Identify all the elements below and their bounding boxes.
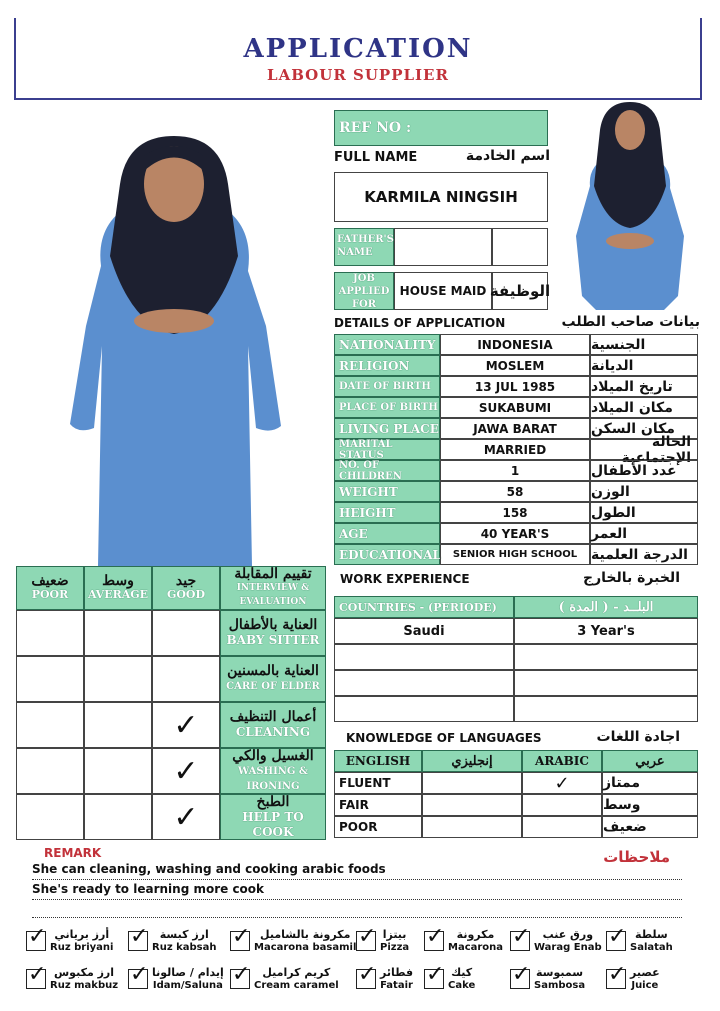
work-country: Saudi: [334, 618, 514, 644]
detail-label: NO. OF CHILDREN: [334, 460, 440, 481]
detail-label: RELIGION: [334, 355, 440, 376]
detail-value: MARRIED: [440, 439, 590, 460]
work-period: [514, 670, 698, 696]
detail-label: NATIONALITY: [334, 334, 440, 355]
menu-name-en: Cream caramel: [254, 980, 339, 991]
father-label-line2: NAME: [337, 247, 373, 258]
menu-name-en: Warag Enab: [534, 942, 602, 953]
menu-item: [128, 924, 217, 958]
detail-value: 58: [440, 481, 590, 502]
checkmark-icon: ✓: [130, 962, 149, 987]
lang-level-en: POOR: [334, 816, 422, 838]
menu-checkbox: [128, 962, 149, 989]
eval-average-cell: [84, 748, 152, 794]
menu-name-en: Ruz briyani: [50, 942, 114, 953]
menu-name-en: Idam/Saluna: [152, 980, 223, 991]
detail-label: WEIGHT: [334, 481, 440, 502]
lang-header: عربي: [602, 750, 698, 772]
father-name-label: [334, 228, 394, 266]
detail-label: MARITAL STATUS: [334, 439, 440, 460]
menu-checkbox: [606, 924, 627, 951]
eval-good-cell: [152, 656, 220, 702]
detail-label-ar: الوزن: [590, 481, 698, 502]
eval-skill-en: HELP TO COOK: [242, 809, 304, 839]
eval-skill-cell: [220, 656, 326, 702]
full-name-label: FULL NAME: [334, 150, 418, 165]
checkmark-icon: ✓: [358, 924, 377, 949]
eval-good-cell: [152, 610, 220, 656]
eval-skill-cell: [220, 748, 326, 794]
detail-label: PLACE OF BIRTH: [334, 397, 440, 418]
eval-poor-cell: [16, 656, 84, 702]
menu-name-en: Ruz makbuz: [50, 980, 119, 991]
eval-header-ar: وسط: [102, 573, 134, 589]
remark-line-3: [32, 900, 682, 918]
eval-skill-cell: [220, 794, 326, 840]
remark-line-2: She's ready to learning more cook: [32, 882, 682, 900]
menu-checkbox: [230, 962, 251, 989]
lang-arabic-cell: [522, 794, 602, 816]
lang-level-en: FLUENT: [334, 772, 422, 794]
menu-text: [152, 966, 224, 992]
eval-header-ar: جيد: [175, 573, 197, 589]
menu-text: [630, 928, 673, 954]
detail-value: MOSLEM: [440, 355, 590, 376]
eval-skill-ar: أعمال التنظيف: [229, 709, 317, 725]
side-photo: [560, 96, 700, 310]
checkmark-icon: ✓: [426, 962, 445, 987]
detail-label: LIVING PLACE: [334, 418, 440, 439]
menu-text: [254, 928, 356, 954]
detail-label-ar: الجنسية: [590, 334, 698, 355]
menu-text: [448, 966, 475, 992]
eval-good-cell: ✓: [152, 748, 220, 794]
menu-name-ar: مكرونة: [456, 928, 495, 941]
menu-name-en: Fatair: [380, 980, 413, 991]
detail-value: SENIOR HIGH SCHOOL: [440, 544, 590, 565]
work-country: [334, 696, 514, 722]
menu-name-en: Pizza: [380, 942, 410, 953]
cooking-menu: [26, 924, 702, 1000]
work-col-countries: COUNTRIES - (PERIODE): [334, 596, 514, 618]
menu-checkbox: [510, 962, 531, 989]
menu-text: [448, 928, 503, 954]
remark-label: REMARK: [44, 846, 102, 860]
checkmark-icon: ✓: [426, 924, 445, 949]
eval-skill-ar: العناية بالمسنين: [227, 663, 319, 679]
menu-name-ar: كيك: [451, 966, 473, 979]
menu-checkbox: [606, 962, 627, 989]
menu-checkbox: [510, 924, 531, 951]
menu-name-en: Sambosa: [534, 980, 586, 991]
checkmark-icon: ✓: [358, 962, 377, 987]
full-name-label-ar: اسم الخادمة: [465, 148, 550, 164]
eval-header-cell: [84, 566, 152, 610]
eval-poor-cell: [16, 794, 84, 840]
menu-text: [50, 966, 118, 992]
menu-item: [230, 962, 339, 996]
eval-header-en: POOR: [31, 588, 69, 601]
detail-value: JAWA BARAT: [440, 418, 590, 439]
eval-poor-cell: [16, 748, 84, 794]
menu-text: [534, 966, 585, 992]
eval-good-cell: ✓: [152, 702, 220, 748]
menu-name-en: Macarona: [448, 942, 504, 953]
menu-checkbox: [424, 924, 445, 951]
details-table: [334, 334, 698, 566]
detail-label-ar: مكان الميلاد: [590, 397, 698, 418]
menu-checkbox: [230, 924, 251, 951]
detail-label-ar: مكان السكن: [590, 418, 698, 439]
menu-item: [424, 924, 503, 958]
eval-skill-en: CARE OF ELDER: [226, 681, 320, 692]
work-heading: WORK EXPERIENCE: [340, 572, 470, 586]
lang-arabic-cell: ✓: [522, 772, 602, 794]
menu-name-ar: إيدام / صالونا: [152, 966, 224, 979]
detail-value: SUKABUMI: [440, 397, 590, 418]
eval-header-ar: ضعيف: [31, 573, 69, 589]
detail-label-ar: العمر: [590, 523, 698, 544]
detail-label-ar: تاريخ الميلاد: [590, 376, 698, 397]
menu-item: [424, 962, 475, 996]
menu-item: [230, 924, 356, 958]
menu-checkbox: [356, 924, 377, 951]
lang-level-ar: وسط: [602, 794, 698, 816]
lang-header: إنجليزي: [422, 750, 522, 772]
details-heading-ar: بيانات صاحب الطلب: [561, 314, 700, 330]
full-name-value: KARMILA NINGSIH: [334, 172, 548, 222]
eval-average-cell: [84, 794, 152, 840]
job-label-ar: الوظيفة: [492, 272, 548, 310]
work-heading-ar: الخبرة بالخارج: [583, 570, 680, 586]
eval-header-cell: [152, 566, 220, 610]
eval-skill-en: CLEANING: [235, 725, 311, 739]
menu-name-ar: سمبوسة: [536, 966, 584, 979]
menu-checkbox: [128, 924, 149, 951]
menu-name-ar: كريم كراميل: [262, 966, 331, 979]
ref-no-label: REF NO :: [339, 120, 412, 136]
menu-text: [254, 966, 339, 992]
checkmark-icon: ✓: [512, 924, 531, 949]
eval-skill-cell: [220, 610, 326, 656]
lang-english-cell: [422, 794, 522, 816]
lang-header: ENGLISH: [334, 750, 422, 772]
eval-poor-cell: [16, 702, 84, 748]
menu-name-ar: أرز برياني: [54, 928, 110, 941]
detail-label-ar: الطول: [590, 502, 698, 523]
menu-text: [50, 928, 113, 954]
details-heading: DETAILS OF APPLICATION: [334, 316, 506, 330]
languages-heading-ar: اجادة اللغات: [596, 729, 680, 745]
languages-table: [334, 750, 698, 840]
person-half-body-image: [560, 96, 700, 310]
page-title: APPLICATION: [243, 34, 473, 64]
evaluation-table: [16, 566, 326, 842]
menu-item: [356, 924, 409, 958]
job-label-line2: APPLIED FOR: [338, 285, 390, 310]
menu-name-ar: عصير: [630, 966, 660, 979]
menu-name-ar: فطائر: [380, 966, 414, 979]
checkmark-icon: ✓: [608, 962, 627, 987]
lang-level-en: FAIR: [334, 794, 422, 816]
menu-text: [380, 928, 409, 954]
languages-heading: KNOWLEDGE OF LANGUAGES: [346, 731, 542, 745]
father-name-value: [394, 228, 492, 266]
menu-item: [606, 924, 673, 958]
eval-header-en: GOOD: [166, 588, 206, 601]
eval-average-cell: [84, 610, 152, 656]
person-full-body-image: [16, 96, 328, 566]
menu-name-en: Cake: [448, 980, 476, 991]
checkmark-icon: ✓: [28, 962, 47, 987]
menu-name-ar: سلطة: [635, 928, 668, 941]
page-subtitle: LABOUR SUPPLIER: [267, 66, 449, 84]
lang-level-ar: ممتاز: [602, 772, 698, 794]
lang-arabic-cell: [522, 816, 602, 838]
menu-text: [534, 928, 602, 954]
detail-value: 13 JUL 1985: [440, 376, 590, 397]
menu-text: [630, 966, 660, 992]
detail-label-ar: الديانة: [590, 355, 698, 376]
eval-skill-en: BABY SITTER: [226, 633, 320, 647]
checkmark-icon: ✓: [608, 924, 627, 949]
menu-checkbox: [424, 962, 445, 989]
checkmark-icon: ✓: [130, 924, 149, 949]
eval-average-cell: [84, 656, 152, 702]
menu-checkbox: [26, 962, 47, 989]
remark-line-1: She can cleaning, washing and cooking arabic foods: [32, 862, 682, 880]
detail-label: HEIGHT: [334, 502, 440, 523]
work-period: [514, 644, 698, 670]
eval-header-cell: [16, 566, 84, 610]
eval-skill-cell: [220, 702, 326, 748]
eval-header-en: AVERAGE: [87, 588, 149, 601]
work-country: [334, 644, 514, 670]
checkmark-icon: ✓: [28, 924, 47, 949]
father-label-line1: FATHER'S: [337, 234, 394, 245]
father-name-extra: [492, 228, 548, 266]
eval-skill-ar: العناية بالأطفال: [228, 617, 318, 633]
menu-name-ar: ارز كبسة: [159, 928, 209, 941]
detail-label-ar: الحالة الإجتماعية: [590, 439, 698, 460]
detail-value: 158: [440, 502, 590, 523]
eval-header-ar: تقييم المقابلة: [234, 566, 312, 582]
menu-checkbox: [356, 962, 377, 989]
menu-item: [356, 962, 413, 996]
menu-name-ar: مكرونة بالشاميل: [260, 928, 351, 941]
eval-good-cell: ✓: [152, 794, 220, 840]
menu-item: [510, 962, 585, 996]
eval-skill-en: WASHING & IRONING: [238, 765, 308, 792]
work-period: [514, 696, 698, 722]
lang-level-ar: ضعيف: [602, 816, 698, 838]
menu-name-ar: ورق عنب: [542, 928, 594, 941]
lang-header: ARABIC: [522, 750, 602, 772]
detail-label: EDUCATIONAL: [334, 544, 440, 565]
main-photo: [16, 96, 328, 566]
ref-no-box: [334, 110, 548, 146]
job-label-line1: JOB: [353, 272, 375, 284]
menu-item: [26, 962, 118, 996]
menu-text: [380, 966, 413, 992]
checkmark-icon: ✓: [232, 962, 251, 987]
header-banner: [14, 18, 702, 100]
lang-english-cell: [422, 772, 522, 794]
work-col-period-ar: البلــد - ( المدة ): [514, 596, 698, 618]
work-country: [334, 670, 514, 696]
work-period: 3 Year's: [514, 618, 698, 644]
eval-skill-ar: الطبخ: [256, 793, 290, 810]
detail-label: DATE OF BIRTH: [334, 376, 440, 397]
menu-name-ar: بيتزا: [382, 928, 407, 941]
menu-item: [128, 962, 224, 996]
menu-item: [510, 924, 602, 958]
detail-value: 40 YEAR'S: [440, 523, 590, 544]
menu-name-en: Macarona basamil: [254, 942, 357, 953]
detail-label-ar: عدد الأطفال: [590, 460, 698, 481]
detail-label: AGE: [334, 523, 440, 544]
menu-text: [152, 928, 217, 954]
lang-english-cell: [422, 816, 522, 838]
menu-name-ar: ارز مكبوس: [54, 966, 115, 979]
menu-name-en: Salatah: [630, 942, 673, 953]
job-label: [334, 272, 394, 310]
checkmark-icon: ✓: [232, 924, 251, 949]
detail-value: INDONESIA: [440, 334, 590, 355]
job-value: HOUSE MAID: [394, 272, 492, 310]
eval-average-cell: [84, 702, 152, 748]
menu-name-en: Juice: [631, 980, 659, 991]
eval-skill-ar: الغسيل والكي: [232, 747, 314, 764]
eval-header-cell: [220, 566, 326, 610]
menu-item: [606, 962, 660, 996]
eval-poor-cell: [16, 610, 84, 656]
menu-item: [26, 924, 113, 958]
menu-name-en: Ruz kabsah: [152, 942, 217, 953]
menu-checkbox: [26, 924, 47, 951]
detail-label-ar: الدرجة العلمية: [590, 544, 698, 565]
eval-header-en: INTERVIEW & EVALUATION: [236, 583, 310, 607]
detail-value: 1: [440, 460, 590, 481]
checkmark-icon: ✓: [512, 962, 531, 987]
work-experience-table: [334, 596, 698, 724]
remark-label-ar: ملاحظات: [603, 848, 670, 866]
